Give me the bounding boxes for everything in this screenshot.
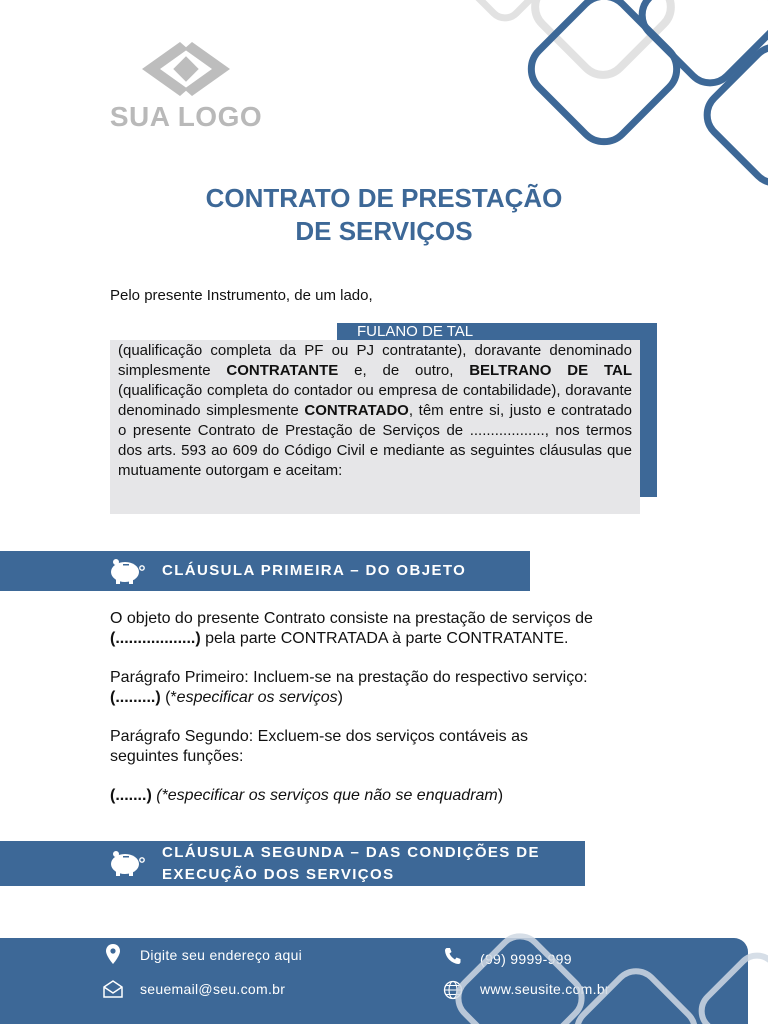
paragraph-2-line-1: Parágrafo Segundo: Excluem-se dos serviços contáveis as — [110, 728, 528, 745]
exclusions-italic: (*especificar os serviços que não se enquadram — [151, 787, 498, 804]
qualification-part-1: (qualificação completa da PF ou PJ contratante), doravante denominado simplesmente — [118, 342, 632, 379]
paragraph-1-open: (* — [160, 689, 177, 706]
exclusions-line — [110, 786, 503, 806]
exclusions-blank: (.......) — [110, 787, 152, 804]
party-label: FULANO DE TAL — [357, 323, 474, 340]
clause-2-title-line-1: CLÁUSULA SEGUNDA – DAS CONDIÇÕES DE — [162, 844, 540, 861]
qualification-part-2: e, de outro, — [338, 362, 470, 379]
paragraph-2-line-2: seguintes funções: — [110, 748, 244, 765]
envelope-icon — [103, 980, 123, 998]
object-blank: (..................) — [110, 630, 201, 647]
paragraph-1-italic: especificar os serviços — [176, 689, 338, 706]
phone-icon — [444, 947, 462, 965]
contratante-term: CONTRATANTE — [226, 362, 339, 379]
beltrano-name: BELTRANO DE TAL — [469, 362, 632, 379]
piggy-bank-icon — [107, 848, 147, 878]
qualification-part-3: (qualificação completa do contador ou empresa de contabilidade), doravante denominado simplesmente — [118, 382, 632, 419]
title-line-2: DE SERVIÇOS — [295, 216, 473, 246]
paragraph-1-blank: (.........) — [110, 689, 161, 706]
logo-text: SUA LOGO — [109, 101, 263, 132]
title-line-1: CONTRATO DE PRESTAÇÃO — [205, 183, 563, 213]
clause-1-header — [0, 551, 530, 591]
clause-1-title: CLÁUSULA PRIMEIRA – DO OBJETO — [162, 562, 467, 579]
object-line-2: pela parte CONTRATADA à parte CONTRATANTE. — [200, 630, 569, 647]
document-title — [0, 182, 768, 248]
footer — [0, 938, 748, 1024]
paragraph-1-close: ) — [337, 689, 343, 706]
paragraph-segundo — [110, 727, 528, 767]
qualification-box — [110, 340, 640, 514]
logo-mark-icon — [140, 40, 232, 98]
qualification-part-4: , têm entre si, justo e contratado o presente Contrato de Prestação de Serviços de .................., nos termos dos arts. 593 ao 609 do Código Civil e mediante as seguintes cláusulas que mutuamente outorgam e aceitam: — [118, 402, 633, 479]
location-pin-icon — [106, 944, 120, 964]
intro-text: Pelo presente Instrumento, de um lado, — [110, 287, 373, 304]
piggy-bank-icon — [107, 556, 147, 586]
footer-address: Digite seu endereço aqui — [140, 947, 303, 963]
globe-icon — [443, 980, 463, 1000]
clause-2-header — [0, 841, 585, 886]
paragraph-primeiro — [110, 668, 588, 708]
object-line-1: O objeto do presente Contrato consiste na prestação de serviços de — [110, 610, 593, 627]
footer-phone[interactable]: (99) 9999-999 — [480, 951, 572, 967]
company-logo — [108, 40, 264, 132]
contratado-term: CONTRATADO — [304, 402, 409, 419]
object-paragraph — [110, 609, 593, 649]
footer-email[interactable]: seuemail@seu.com.br — [140, 981, 286, 997]
exclusions-close: ) — [497, 787, 504, 804]
paragraph-1-text: Parágrafo Primeiro: Incluem-se na prestação do respectivo serviço: — [110, 669, 588, 686]
footer-website[interactable]: www.seusite.com.br — [480, 981, 610, 997]
clause-2-title-line-2: EXECUÇÃO DOS SERVIÇOS — [162, 866, 395, 883]
